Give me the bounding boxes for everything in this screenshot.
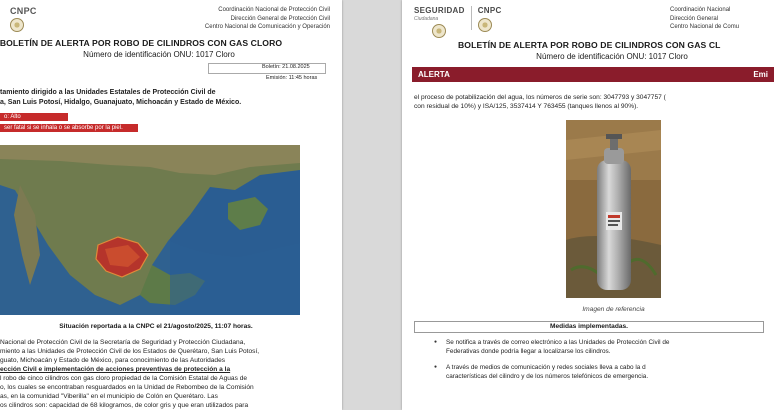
- agency-header: [205, 6, 330, 32]
- bullet-line: ● A través de medios de comunicación y redes sociales lleva a cabo la d: [446, 364, 646, 371]
- body-paragraph-line: miento a las Unidades de Protección Civil de los Estados de Querétaro, San Luis Potosí,: [0, 348, 260, 355]
- agency-line: Centro Nacional de Comunicación y Operación: [204, 24, 330, 30]
- risk-warning: ser fatal si se inhala o se absorbe por la piel.: [0, 124, 138, 132]
- bulletin-page-right: [402, 0, 774, 410]
- risk-level-badge: o: Alto: [0, 113, 68, 121]
- serial-numbers-line: con residual de 10%) y ISA/125, 3537414 Y 763455 (tanques llenos al 90%).: [414, 103, 639, 110]
- agency-line: Centro Nacional de Comu: [670, 24, 740, 30]
- measures-title: Medidas implementadas.: [414, 321, 764, 333]
- photo-caption: Imagen de referencia: [582, 306, 645, 313]
- map-image: [0, 145, 300, 315]
- body-paragraph-line: os cilindros son: capacidad de 68 kilogramos, de color gris y que eran utilizados para: [0, 402, 249, 409]
- agency-line: Coordinación Nacional: [670, 7, 731, 13]
- intro-line: tamiento dirigido a las Unidades Estatales de Protección Civil de: [0, 89, 216, 96]
- emission-time: Emisión: 11:45 horas: [266, 75, 318, 81]
- cnpc-logo-text: CNPC: [477, 6, 502, 15]
- bullet-line: ● Se notifica a través de correo electrónico a las Unidades de Protección Civil de: [446, 339, 670, 346]
- map-caption: Situación reportada a la CNPC el 21/agosto/2025, 11:07 horas.: [59, 323, 253, 330]
- bulletin-title: BOLETÍN DE ALERTA POR ROBO DE CILINDROS CON GAS CL: [458, 40, 721, 50]
- bullet-line: Federativas donde podría llegar a localizarse los cilindros.: [446, 348, 611, 355]
- body-paragraph-line: l robo de cinco cilindros con gas cloro propiedad de la Comisión Estatal de Aguas de: [0, 375, 248, 382]
- agency-line: Dirección General: [670, 15, 719, 22]
- measure-bullet: [446, 363, 648, 381]
- bulletin-date: Boletín: 21.08.2025: [262, 64, 310, 70]
- mexico-map: [0, 145, 300, 315]
- alert-banner-right: Emi: [753, 70, 768, 79]
- logo-brand-text: CNPC: [10, 6, 37, 16]
- alert-banner-label: ALERTA: [418, 70, 450, 79]
- cylinder-reference-photo: [566, 120, 661, 298]
- gas-cylinder-image: [566, 120, 661, 298]
- seal-icon: [432, 24, 446, 38]
- body-paragraph-line: ección Civil e implementación de acciones preventivas de protección a la: [0, 366, 231, 373]
- seguridad-logo-sub: Ciudadana: [414, 16, 439, 22]
- body-paragraph-line: as, en la comunidad "Viberilla" en el municipio de Colón en Querétaro. Las: [0, 393, 218, 400]
- seal-icon: [10, 18, 24, 32]
- body-paragraph-line: o, los cuales se encontraban resguardados en la Unidad de Rebombeo de la Comisión: [0, 384, 254, 391]
- seguridad-cnpc-logo: [414, 6, 502, 38]
- onu-number: Número de identificación ONU: 1017 Cloro: [83, 50, 235, 59]
- logo-divider: [471, 6, 472, 30]
- serial-numbers-line: el proceso de potabilización del agua, los números de serie son: 3047793 y 3047757 (: [414, 94, 666, 101]
- body-paragraph-line: guato, Michoacán y Estado de México, para conocimiento de las Autoridades: [0, 357, 226, 364]
- agency-line: Dirección General de Protección Civil: [230, 15, 330, 22]
- seal-icon: [478, 18, 492, 32]
- intro-line: a, San Luis Potosí, Hidalgo, Guanajuato, Michoacán y Estado de México.: [0, 99, 242, 106]
- body-paragraph-line: Nacional de Protección Civil de la Secretaría de Seguridad y Protección Ciudadana,: [0, 339, 246, 346]
- cnpc-logo: [10, 6, 37, 32]
- agency-line: Coordinación Nacional de Protección Civil: [218, 7, 330, 13]
- alert-banner: [412, 67, 774, 82]
- bulletin-page-left: [0, 0, 342, 410]
- bullet-line: características del cilindro y de los números telefónicos de emergencia.: [446, 373, 649, 380]
- onu-number: Número de identificación ONU: 1017 Cloro: [536, 52, 688, 61]
- agency-header: [670, 6, 739, 32]
- bulletin-title: BOLETÍN DE ALERTA POR ROBO DE CILINDROS CON GAS CLORO: [0, 38, 283, 48]
- measure-bullet: [446, 338, 669, 356]
- seguridad-logo-text: SEGURIDAD: [414, 6, 465, 15]
